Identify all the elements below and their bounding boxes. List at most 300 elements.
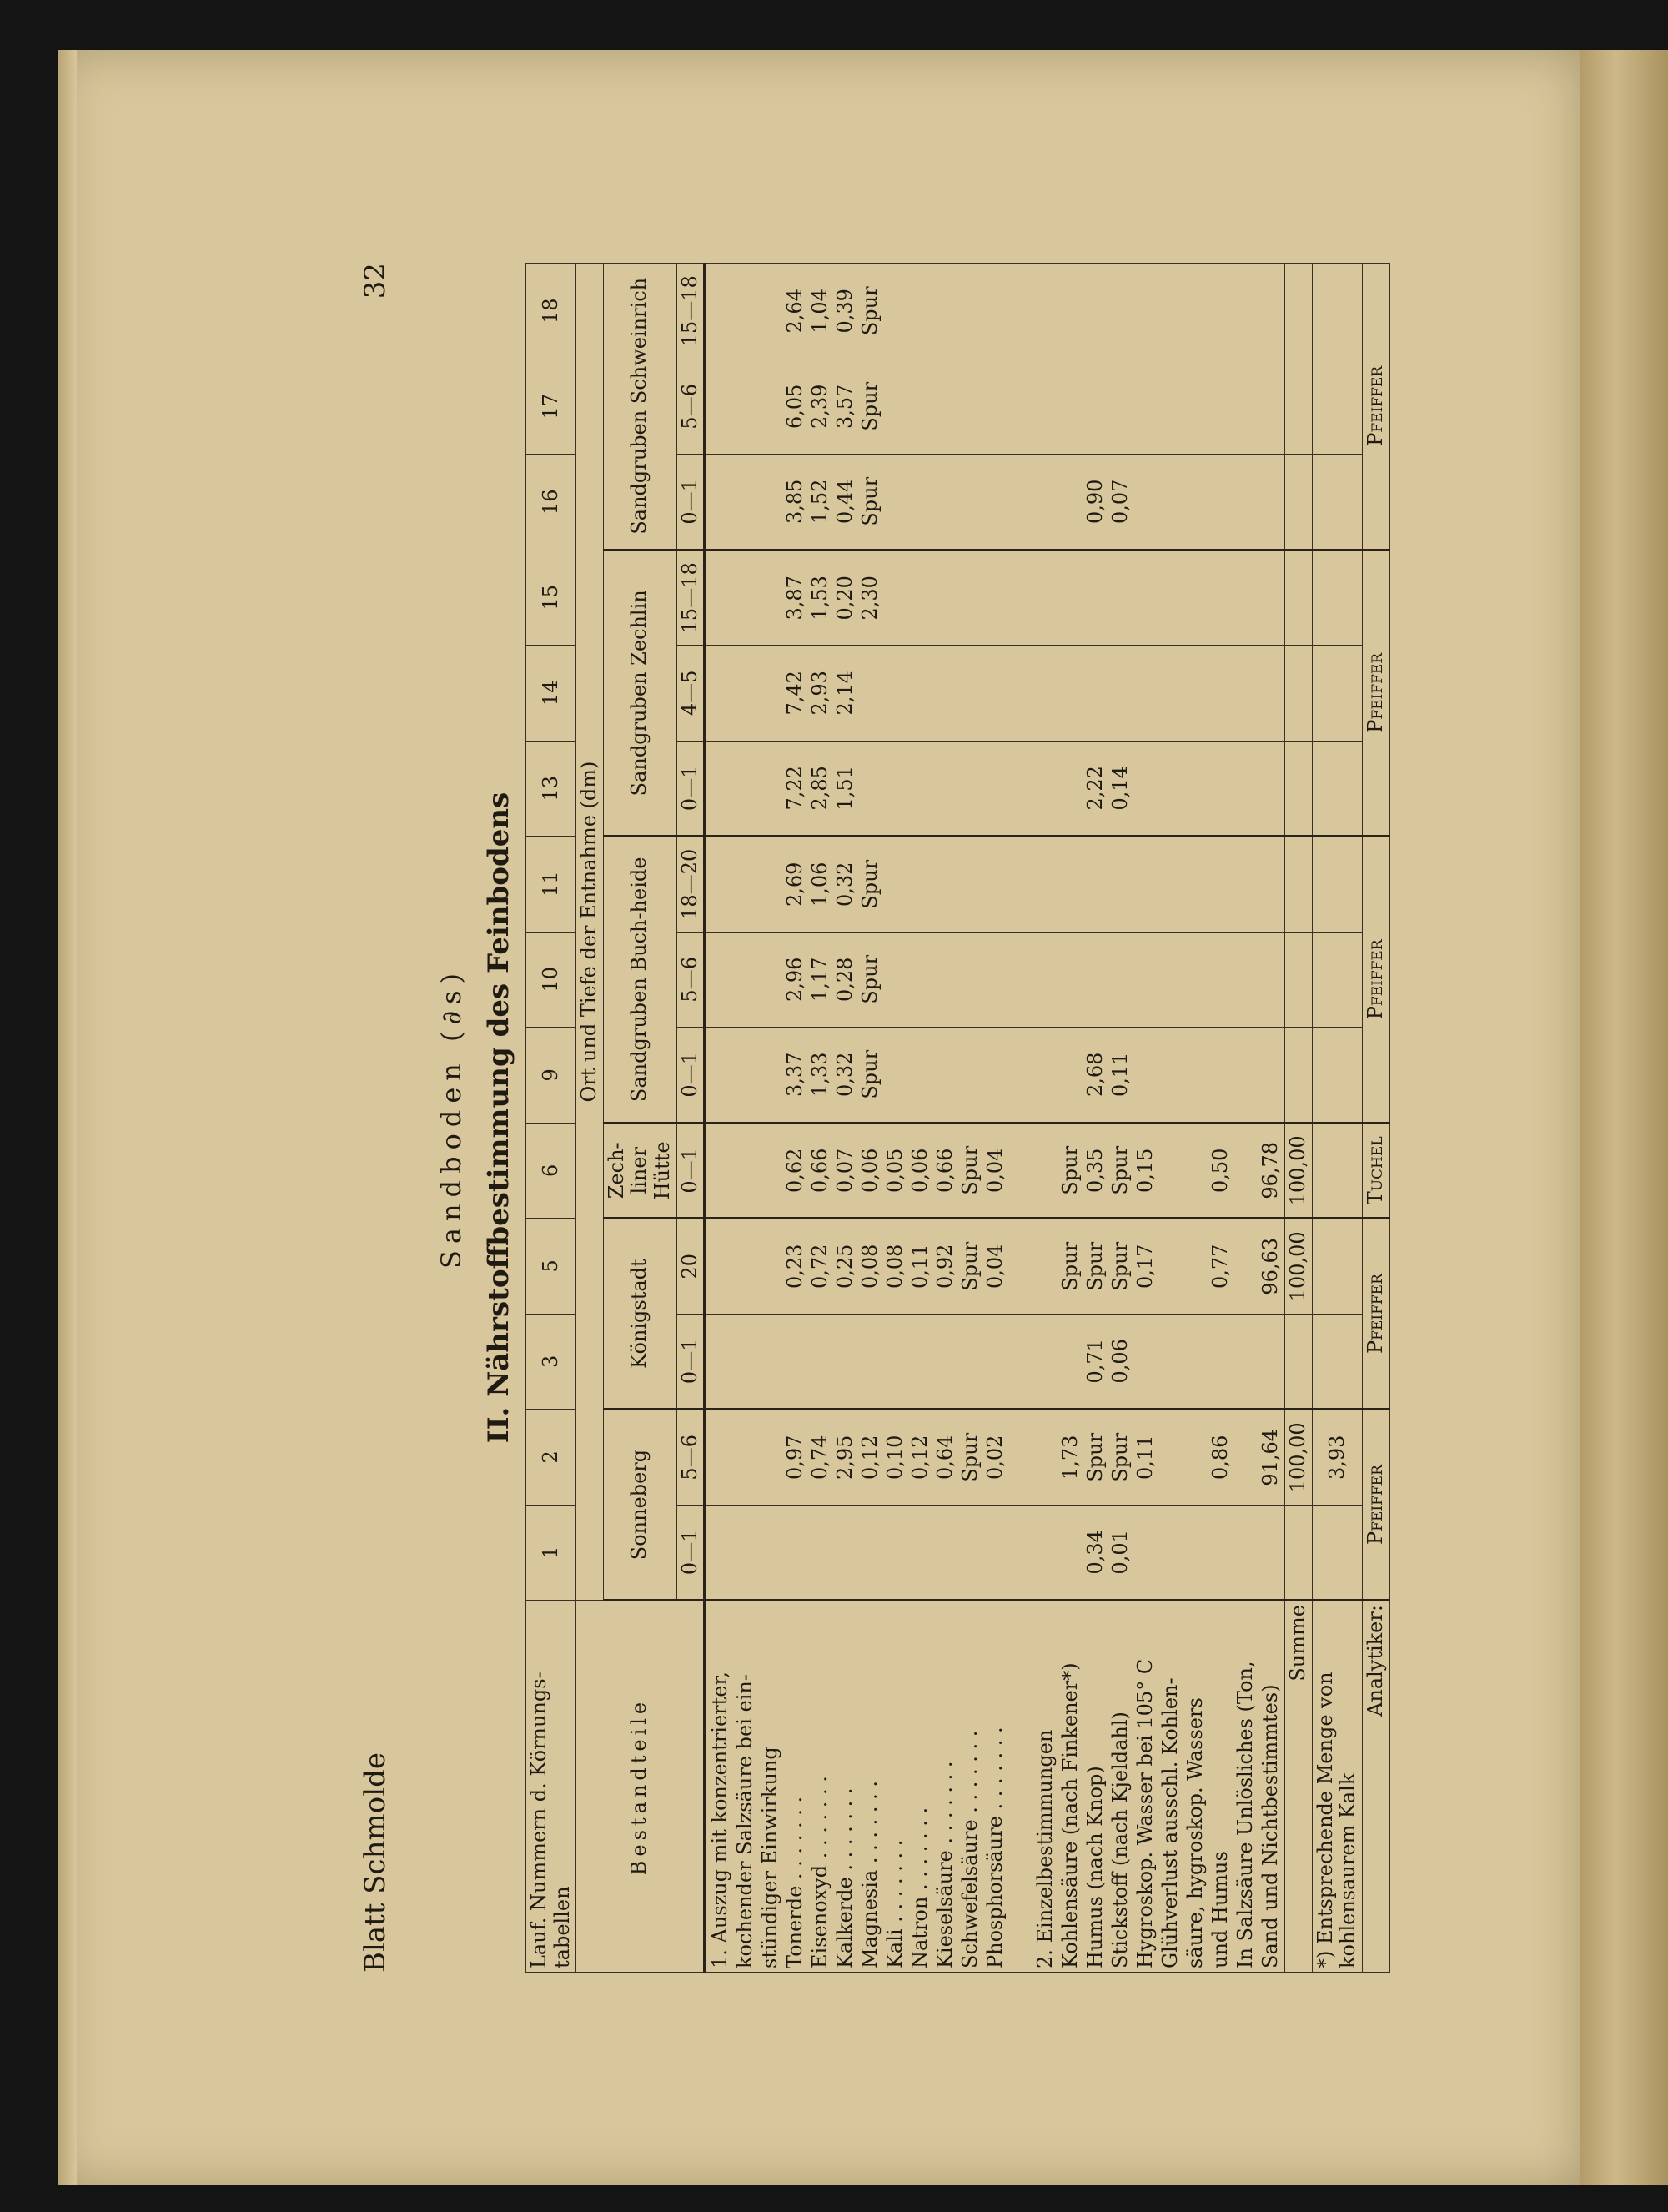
value-cell [1183,1509,1208,1596]
header-number: 11 [526,837,576,933]
value-cell [882,841,907,928]
value-cell: Spur [958,1241,982,1291]
value-cell: 0,11 [908,1244,932,1289]
value-cell [932,1031,957,1119]
value-cell: 2,30 [858,576,882,621]
summe-cell [1285,837,1313,933]
value-cell [1233,1414,1258,1501]
spacer [732,555,757,642]
value-cell: 0,08 [858,1244,882,1289]
spacer [732,267,757,355]
spacer [707,1414,732,1501]
spacer [732,936,757,1024]
value-cell [882,363,907,451]
value-cell [1058,745,1083,832]
value-cell [907,1318,932,1405]
header-depth: 5—6 [676,932,705,1028]
spacer [1007,841,1032,928]
summe-cell [1285,1505,1313,1601]
value-column [705,1314,1285,1410]
spacer [732,1128,757,1214]
value-cell [1158,745,1183,832]
value-cell: 0,77 [1208,1244,1233,1289]
value-cell [982,1318,1007,1405]
spacer [1032,1509,1058,1596]
value-cell [1183,936,1208,1024]
header-place: Zech-liner Hütte [603,1123,676,1219]
value-cell [807,1318,832,1405]
row-label: Glühverlust ausschl. Kohlen- [1158,1677,1183,1968]
value-cell: 2,93 [808,671,832,716]
value-cell: 0,10 [883,1435,907,1481]
spacer [732,841,757,928]
value-cell: 0,39 [833,289,857,334]
spacer [757,267,782,355]
spacer [1007,267,1032,355]
value-cell [1108,363,1133,451]
spacer [707,649,732,737]
value-cell [882,936,907,1024]
value-cell: 2,95 [833,1435,857,1481]
value-cell [1158,267,1183,355]
value-cell [1158,555,1183,642]
value-cell [982,363,1007,451]
value-cell: 7,42 [783,671,807,716]
analytiker-name: Pfeiffer [1362,1219,1389,1410]
value-column [705,741,1285,837]
value-cell: Spur [858,476,882,526]
value-cell [1058,1031,1083,1119]
value-cell [1158,1318,1183,1405]
spacer [1007,1128,1032,1214]
value-cell [1208,267,1233,355]
value-cell: Spur [858,954,882,1004]
value-cell: 3,57 [833,384,857,430]
spacer [707,1223,732,1310]
rotated-table-sheet [359,263,1387,1973]
value-cell [1133,1318,1158,1405]
value-cell: 1,73 [1058,1435,1083,1481]
value-cell: 0,34 [1083,1530,1108,1575]
value-cell: Spur [1083,1432,1108,1482]
kalk-row [1312,264,1362,1973]
summe-cell: 100,00 [1285,1123,1313,1219]
value-cell [957,1031,982,1119]
value-cell: 0,15 [1133,1148,1158,1194]
value-cell: 2,96 [783,957,807,1003]
spacer [1007,1031,1032,1119]
value-cell [907,936,932,1024]
header-depth: 0—1 [676,455,705,550]
summe-cell [1285,359,1313,455]
page-number: 32 [359,263,392,299]
value-cell [1233,1031,1258,1119]
row-label: Eisenoxyd . . . . . . . [808,1776,832,1968]
value-cell [1233,649,1258,737]
header-number: 1 [526,1505,576,1601]
summe-cell [1285,1028,1313,1124]
value-cell [857,1318,882,1405]
row-label: Phosphorsäure . . . . . . . [983,1727,1007,1968]
spacer [1032,1414,1058,1501]
spacer [757,1509,782,1596]
row-label: Kali . . . . . . . [883,1839,907,1968]
value-cell [1108,649,1133,737]
running-header [359,263,400,1973]
spacer [757,649,782,737]
spacer [757,1128,782,1214]
analytiker-name: Tuchel [1362,1123,1389,1219]
spacer [1032,1318,1058,1405]
header-number: 2 [526,1410,576,1506]
spacer [757,1414,782,1501]
value-cell [982,649,1007,737]
header-number: 13 [526,741,576,837]
spacer [1032,267,1058,355]
value-cell: 0,64 [933,1435,957,1481]
header-depth: 0—1 [676,1314,705,1410]
spacer [757,1318,782,1405]
table-title: II. Nährstoffbestimmung des Feinbodens [482,792,515,1444]
value-cell [1058,1509,1083,1596]
spacer [707,1318,732,1405]
summe-cell [1285,932,1313,1028]
spacer [757,363,782,451]
spacer [732,1414,757,1501]
value-cell [1208,745,1233,832]
value-cell [882,1318,907,1405]
spacer [1032,649,1058,737]
spacer [1007,1605,1032,1968]
value-cell: 0,28 [833,957,857,1003]
kalk-cell [1312,264,1362,359]
value-cell: 3,37 [783,1052,807,1098]
value-cell: 0,08 [883,1244,907,1289]
row-label: säure, hygroskop. Wassers [1183,1697,1208,1968]
value-cell [1083,267,1108,355]
value-cell: Spur [1083,1241,1108,1291]
value-cell [1158,649,1183,737]
spacer [707,936,732,1024]
value-column [705,837,1285,933]
value-cell: Spur [1108,1241,1133,1291]
analytiker-name: Pfeiffer [1362,837,1389,1124]
header-depth: 0—1 [676,1505,705,1601]
value-cell: Spur [858,286,882,336]
spacer [707,1128,732,1214]
row-labels [705,1601,1285,1973]
value-cell [1208,1509,1233,1596]
value-cell [1208,363,1233,451]
kalk-cell [1312,455,1362,550]
spacer [757,555,782,642]
value-cell: 91,64 [1259,1428,1283,1486]
value-cell [1058,267,1083,355]
value-cell: 0,12 [908,1435,932,1481]
value-cell [1233,458,1258,545]
summe-cell [1285,646,1313,742]
value-cell [1233,363,1258,451]
value-cell [907,841,932,928]
kalk-cell [1312,1314,1362,1410]
value-cell [957,1318,982,1405]
row-label: Humus (nach Knop) [1083,1766,1108,1968]
value-cell [882,555,907,642]
value-column [705,264,1285,359]
value-cell [907,363,932,451]
value-cell [1233,1128,1258,1214]
value-column [705,455,1285,550]
spacer [732,458,757,545]
header-depth: 0—1 [676,1123,705,1219]
value-cell: 0,62 [783,1148,807,1194]
value-cell [1208,555,1233,642]
spacer [1032,1128,1058,1214]
row-label: Hygroskop. Wasser bei 105° C [1133,1658,1158,1968]
value-cell: 0,04 [983,1148,1007,1194]
header-col-label: Lauf. Nummern d. Körnungs-tabellen [526,1601,576,1973]
value-cell: 0,35 [1083,1148,1108,1194]
value-cell [882,649,907,737]
value-cell [957,1509,982,1596]
value-cell: 0,07 [1108,479,1133,525]
value-cell [957,936,982,1024]
value-column [705,1123,1285,1219]
value-cell [1158,458,1183,545]
value-cell [1258,458,1283,545]
value-cell [1083,649,1108,737]
value-column [705,550,1285,646]
body-row [705,264,1285,1973]
value-cell: 0,97 [783,1435,807,1481]
value-cell [1183,363,1208,451]
value-cell [1233,1318,1258,1405]
value-cell: 0,11 [1108,1052,1133,1098]
value-cell [1058,363,1083,451]
header-depth: 20 [676,1219,705,1315]
value-cell: Spur [858,859,882,909]
value-cell [1108,936,1133,1024]
analytiker-name: Pfeiffer [1362,1410,1389,1601]
facing-page-edge [1580,50,1668,2185]
value-cell [1108,555,1133,642]
value-cell [882,458,907,545]
value-cell [907,1031,932,1119]
kalk-cell [1312,837,1362,933]
spacer [707,841,732,928]
value-cell: 0,90 [1083,479,1108,525]
value-cell [1208,841,1233,928]
value-cell: 2,22 [1083,766,1108,811]
value-cell [1208,458,1233,545]
value-cell [1158,1128,1183,1214]
value-cell [1083,936,1108,1024]
row-label: Natron . . . . . . . [908,1807,932,1968]
value-cell: 0,23 [783,1244,807,1289]
header-ort-tiefe: Ort und Tiefe der Entnahme (dm) [576,264,604,1601]
header-depth: 18—20 [676,837,705,933]
value-cell: 1,53 [808,576,832,621]
value-cell: 2,85 [808,766,832,811]
spacer [732,1223,757,1310]
value-cell [982,936,1007,1024]
value-cell [1258,1031,1283,1119]
summe-cell [1285,741,1313,837]
value-cell: Spur [958,1145,982,1195]
value-cell: 1,52 [808,479,832,525]
value-cell [932,649,957,737]
header-number: 15 [526,550,576,646]
value-cell [957,267,982,355]
header-row-numbers [526,264,576,1973]
value-cell [1208,1318,1233,1405]
value-column [705,1505,1285,1601]
summe-cell [1285,455,1313,550]
value-cell [1183,555,1208,642]
value-cell: Spur [958,1432,982,1482]
value-cell: 0,02 [983,1435,1007,1481]
row-label: Schwefelsäure . . . . . . . [958,1730,982,1968]
value-cell [1233,745,1258,832]
spacer [1032,841,1058,928]
value-cell [1183,1223,1208,1310]
value-cell [1108,841,1133,928]
spacer [1007,1509,1032,1596]
value-cell [807,1509,832,1596]
value-column [705,1219,1285,1315]
value-cell: 2,14 [833,671,857,716]
value-cell [1133,1509,1158,1596]
value-cell: 0,50 [1208,1148,1233,1194]
value-cell [1233,1509,1258,1596]
kalk-cell: 3,93 [1312,1410,1362,1506]
row-label: Sand und Nichtbestimmtes) [1259,1684,1283,1968]
value-cell: Spur [1058,1241,1083,1291]
value-cell: 0,32 [833,862,857,907]
value-cell: 6,05 [783,384,807,430]
spacer [1032,458,1058,545]
header-place: Königstadt [603,1219,676,1410]
spacer [1007,1223,1032,1310]
value-cell [907,555,932,642]
header-number: 5 [526,1219,576,1315]
value-cell: 96,78 [1259,1141,1283,1199]
value-cell [1183,1031,1208,1119]
spacer [707,1509,732,1596]
value-column [705,1410,1285,1506]
value-cell: Spur [1058,1145,1083,1195]
value-cell [982,745,1007,832]
value-cell [957,841,982,928]
value-cell [1133,841,1158,928]
header-number: 6 [526,1123,576,1219]
spacer [1007,363,1032,451]
value-cell [1058,458,1083,545]
value-column [705,359,1285,455]
value-cell: 0,06 [858,1148,882,1194]
value-cell: Spur [858,381,882,431]
value-cell [1058,555,1083,642]
spacer [707,267,732,355]
kalk-label-line: kohlensaurem Kalk [1336,1772,1360,1968]
value-cell [857,745,882,832]
value-cell [957,555,982,642]
value-cell [1258,555,1283,642]
value-cell [932,1318,957,1405]
summe-cell: 100,00 [1285,1410,1313,1506]
kalk-cell [1312,550,1362,646]
header-row-ort [576,264,604,1973]
value-cell: 0,72 [808,1244,832,1289]
value-cell: 1,17 [808,957,832,1003]
spacer [757,1223,782,1310]
value-cell: 0,17 [1133,1244,1158,1289]
spacer [757,936,782,1024]
value-cell [932,555,957,642]
value-cell [1158,936,1183,1024]
header-depth: 5—6 [676,1410,705,1506]
value-cell [982,458,1007,545]
value-cell: 1,51 [833,766,857,811]
value-cell: 2,64 [783,289,807,334]
value-cell [1233,267,1258,355]
value-cell [1133,745,1158,832]
value-cell [1133,649,1158,737]
value-cell [1258,936,1283,1024]
kalk-cell [1312,741,1362,837]
spacer [732,363,757,451]
analytiker-label: Analytiker: [1362,1601,1389,1973]
value-cell: 0,14 [1108,766,1133,811]
header-place: Sandgruben Buch-heide [603,837,676,1124]
value-cell [857,649,882,737]
spacer [1007,649,1032,737]
spacer [1007,1318,1032,1405]
value-cell [932,841,957,928]
value-cell [1233,1223,1258,1310]
value-cell [1158,1509,1183,1596]
value-cell [1183,841,1208,928]
summe-cell: 100,00 [1285,1219,1313,1315]
kalk-label-line: *) Entsprechende Menge von [1313,1672,1337,1968]
value-cell [782,1509,807,1596]
value-cell [832,1509,857,1596]
value-cell [932,1509,957,1596]
value-cell: 0,44 [833,479,857,525]
kalk-cell [1312,646,1362,742]
value-cell [1133,936,1158,1024]
spacer [732,1509,757,1596]
value-cell: 0,66 [933,1148,957,1194]
value-cell [1158,363,1183,451]
value-cell [1258,745,1283,832]
header-depth: 5—6 [676,359,705,455]
value-cell: 2,68 [1083,1052,1108,1098]
value-cell [957,458,982,545]
value-cell [1133,363,1158,451]
value-cell [1083,363,1108,451]
header-depth: 0—1 [676,741,705,837]
row-label: Stickstoff (nach Kjeldahl) [1108,1712,1133,1968]
page-title: Sandboden (∂s) [435,967,467,1269]
nutrient-table [525,263,1390,1973]
value-cell [907,649,932,737]
value-cell: Spur [1108,1432,1133,1482]
value-cell [1058,936,1083,1024]
kalk-cell [1312,932,1362,1028]
spacer [1032,1223,1058,1310]
summe-label: Summe [1285,1601,1313,1973]
